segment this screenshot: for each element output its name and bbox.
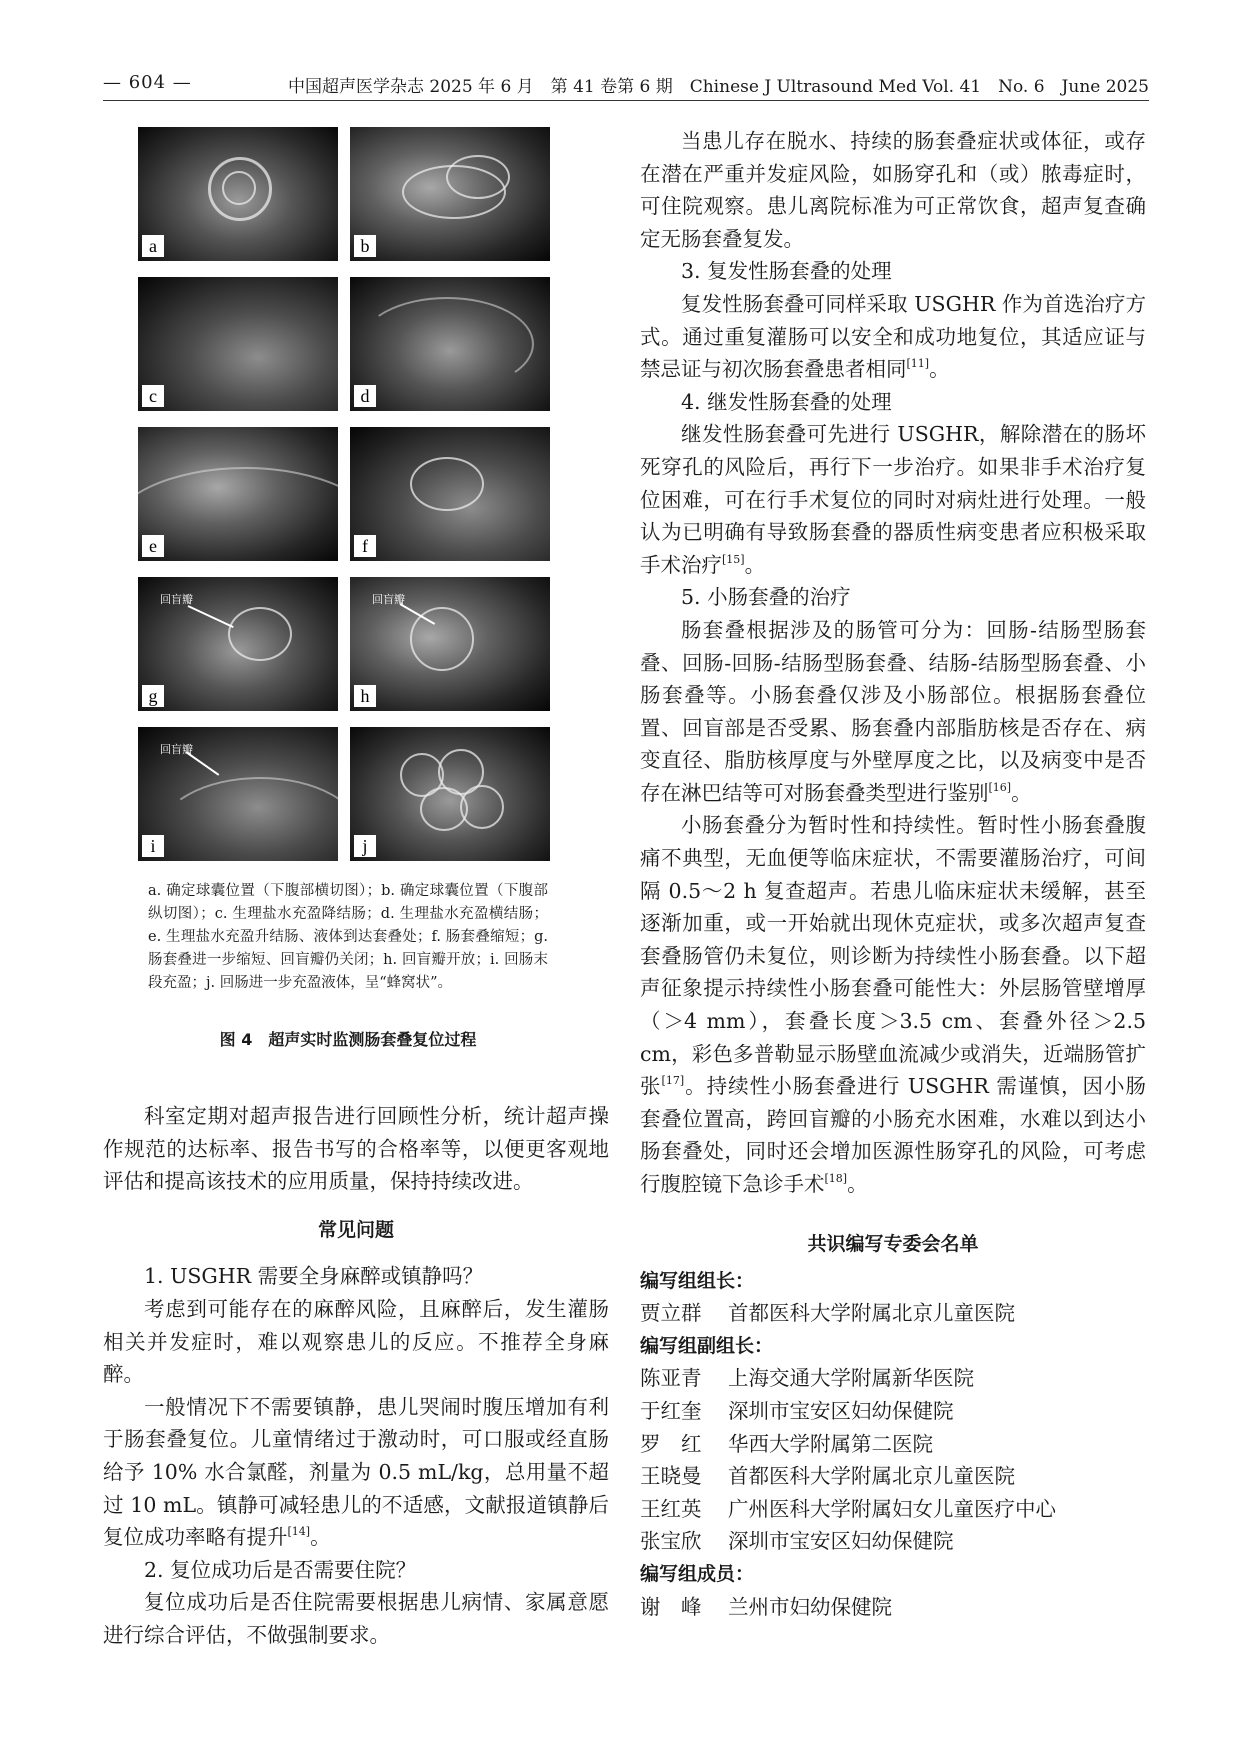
- citation: [14]: [287, 1525, 311, 1539]
- member-org: 广州医科大学附属妇女儿童医疗中心: [728, 1496, 1056, 1521]
- group-label-members: 编写组成员：: [640, 1562, 755, 1585]
- roster-heading: 共识编写专委会名单: [807, 1233, 979, 1255]
- roster-row: [640, 1525, 1146, 1558]
- panel-i: [138, 727, 338, 861]
- paragraph: 考虑到可能存在的麻醉风险，且麻醉后，发生灌肠相关并发症时，难以观察患儿的反应。不推荐全身麻醉。: [103, 1296, 609, 1387]
- text: 。持续性小肠套叠进行 USGHR 需谨慎，因小肠套叠位置高，跨回盲瓣的小肠充水困难，水难以到达小肠套叠处，同时还会增加医源性肠穿孔的风险，可考虑行腹腔镜下急诊手术: [640, 1074, 1147, 1196]
- paragraph: 一般情况下不需要镇静，患儿哭闹时腹压增加有利于肠套叠复位。儿童情绪过于激动时，可口服或经直肠给予 10% 水合氯醛，剂量为 0.5 mL/kg，总用量不超过 10 mL。镇静可减轻患儿的不适感，文献报道镇静后复位成功率略有提升[14]。: [103, 1394, 609, 1550]
- panel-label: d: [354, 385, 376, 407]
- citation: [17]: [661, 1074, 685, 1088]
- roster-row: [640, 1493, 1146, 1526]
- panel-b: [350, 127, 550, 261]
- member-org: 兰州市妇幼保健院: [728, 1594, 892, 1619]
- panel-g: [138, 577, 338, 711]
- intussusception-mass: [410, 457, 484, 511]
- member-org: 华西大学附属第二医院: [728, 1431, 933, 1456]
- roster-row: [640, 1362, 1146, 1395]
- panel-label: i: [142, 835, 164, 857]
- subheading: 5. 小肠套叠的治疗: [681, 585, 851, 610]
- panel-label: h: [354, 685, 376, 707]
- text: 一般情况下不需要镇静，患儿哭闹时腹压增加有利于肠套叠复位。儿童情绪过于激动时，可口服或经直肠给予 10% 水合氯醛，剂量为 0.5 mL/kg，总用量不超过 10 mL。镇静可减轻患儿的不适感，文献报道镇静后复位成功率略有提升: [103, 1394, 609, 1550]
- committee-roster: [640, 1228, 1146, 1623]
- member-org: 首都医科大学附属北京儿童医院: [728, 1464, 1015, 1489]
- roster-row: [640, 1428, 1146, 1461]
- ileocecal-valve: [228, 607, 292, 661]
- header-rule: [103, 100, 1149, 101]
- panel-label: g: [142, 685, 164, 707]
- panel-h: [350, 577, 550, 711]
- bowel-loop: [446, 155, 510, 199]
- figure-caption: a. 确定球囊位置（下腹部横切图）；b. 确定球囊位置（下腹部纵切图）；c. 生理盐水充盈降结肠；d. 生理盐水充盈横结肠；e. 生理盐水充盈升结肠、液体到达套叠处；f. 肠套叠缩短；g. 肠套叠进一步缩短、回盲瓣仍关闭；h. 回盲瓣开放；i. 回肠末段充盈；j. 回肠进一步充盈液体，呈“蜂窝状”。: [148, 883, 548, 991]
- figure-number: 图 4: [219, 1030, 253, 1049]
- roster-row: [640, 1591, 1146, 1624]
- text: 小肠套叠分为暂时性和持续性。暂时性小肠套叠腹痛不典型，无血便等临床症状，不需要灌肠治疗，可间隔 0.5～2 h 复查超声。若患儿临床症状未缓解，甚至逐渐加重，或一开始就出现休克症状，或多次超声复查套叠肠管仍未复位，则诊断为持续性小肠套叠。以下超声征象提示持续性小肠套叠可能性大：外层肠管壁增厚（＞4 mm），套叠长度＞3.5 cm、套叠外径＞2.5 cm，彩色多普勒显示肠壁血流减少或消失，近端肠管扩张: [640, 813, 1146, 1099]
- member-name: 王晓曼: [640, 1464, 702, 1489]
- panel-j: [350, 727, 550, 861]
- panel-label: e: [142, 535, 164, 557]
- question: 2. 复位成功后是否需要住院？: [144, 1557, 417, 1582]
- member-name: 陈亚青: [640, 1366, 702, 1391]
- panel-label: f: [354, 535, 376, 557]
- paragraph: 继发性肠套叠可先进行 USGHR，解除潜在的肠坏死穿孔的风险后，再行下一步治疗。如果非手术治疗复位困难，可在行手术复位的同时对病灶进行处理。一般认为已明确有导致肠套叠的器质性病变患者应积极采取手术治疗[15]。: [640, 422, 1146, 577]
- group-label-deputy: 编写组副组长：: [640, 1334, 774, 1357]
- panel-e: [138, 427, 338, 561]
- figure-title: [103, 1027, 609, 1050]
- paragraph: 肠套叠根据涉及的肠管可分为：回肠-结肠型肠套叠、回肠-回肠-结肠型肠套叠、结肠-结肠型肠套叠、小肠套叠等。小肠套叠仅涉及小肠部位。根据肠套叠位置、回盲部是否受累、肠套叠内部脂肪核是否存在、病变直径、脂肪核厚度与外壁厚度之比，以及病变中是否存在淋巴结等可对肠套叠类型进行鉴别[16]。: [640, 617, 1146, 805]
- roster-row: [640, 1395, 1146, 1428]
- member-name: 王红英: [640, 1496, 702, 1521]
- member-org: 深圳市宝安区妇幼保健院: [728, 1398, 954, 1423]
- subheading: 3. 复发性肠套叠的处理: [681, 259, 892, 284]
- member-name: 张宝欣: [640, 1529, 702, 1554]
- left-column: [103, 1100, 609, 1652]
- figure-title-text: 超声实时监测肠套叠复位过程: [268, 1030, 477, 1049]
- honeycomb-cell: [460, 785, 504, 829]
- question: 1. USGHR 需要全身麻醉或镇静吗？: [144, 1264, 484, 1289]
- paragraph: 复位成功后是否住院需要根据患儿病情、家属意愿进行综合评估，不做强制要求。: [103, 1590, 609, 1647]
- panel-tag: 回盲瓣: [160, 743, 193, 756]
- group-label-leader: 编写组组长：: [640, 1269, 755, 1292]
- paragraph: 复发性肠套叠可同样采取 USGHR 作为首选治疗方式。通过重复灌肠可以安全和成功地复位，其适应证与禁忌证与初次肠套叠患者相同[11]。: [640, 291, 1146, 382]
- balloon-inner-ring: [222, 171, 256, 205]
- panel-label: a: [142, 235, 164, 257]
- right-column: [640, 125, 1146, 1201]
- panel-tag: 回盲瓣: [372, 593, 405, 606]
- roster-row: [640, 1460, 1146, 1493]
- figure-4: [138, 127, 550, 875]
- page-number: — 604 —: [103, 72, 192, 93]
- section-heading-faq: 常见问题: [317, 1218, 394, 1241]
- roster-row: [640, 1297, 1146, 1330]
- paragraph: 当患儿存在脱水、持续的肠套叠症状或体征，或存在潜在严重并发症风险，如肠穿孔和（或）脓毒症时，可住院观察。患儿离院标准为可正常饮食，超声复查确定无肠套叠复发。: [640, 129, 1146, 251]
- paragraph: 小肠套叠分为暂时性和持续性。暂时性小肠套叠腹痛不典型，无血便等临床症状，不需要灌肠治疗，可间隔 0.5～2 h 复查超声。若患儿临床症状未缓解，甚至逐渐加重，或一开始就出现休克症状，或多次超声复查套叠肠管仍未复位，则诊断为持续性小肠套叠。以下超声征象提示持续性小肠套叠可能性大：外层肠管壁增厚（＞4 mm），套叠长度＞3.5 cm、套叠外径＞2.5 cm，彩色多普勒显示肠壁血流减少或消失，近端肠管扩张[17]。持续性小肠套叠进行 USGHR 需谨慎，因小肠套叠位置高，跨回盲瓣的小肠充水困难，水难以到达小肠套叠处，同时还会增加医源性肠穿孔的风险，可考虑行腹腔镜下急诊手术[18]。: [640, 813, 1147, 1196]
- member-org: 首都医科大学附属北京儿童医院: [728, 1301, 1015, 1326]
- panel-tag: 回盲瓣: [160, 593, 193, 606]
- member-name: 贾立群: [640, 1301, 702, 1326]
- panel-label: b: [354, 235, 376, 257]
- running-header: [0, 0, 1241, 120]
- panel-a: [138, 127, 338, 261]
- member-name: 于红奎: [640, 1398, 702, 1423]
- citation: [18]: [824, 1172, 848, 1185]
- panel-label: c: [142, 385, 164, 407]
- member-org: 上海交通大学附属新华医院: [728, 1366, 974, 1391]
- subheading: 4. 继发性肠套叠的处理: [681, 389, 892, 414]
- citation: [16]: [988, 780, 1012, 794]
- panel-label: j: [354, 835, 376, 857]
- panel-d: [350, 277, 550, 411]
- colon-wall-arc: [360, 297, 534, 391]
- panel-c: [138, 277, 338, 411]
- panel-f: [350, 427, 550, 561]
- citation: [15]: [722, 552, 745, 566]
- citation: [11]: [906, 357, 930, 371]
- text: 复发性肠套叠可同样采取 USGHR 作为首选治疗方式。通过重复灌肠可以安全和成功地复位，其适应证与禁忌证与初次肠套叠患者相同: [640, 291, 1146, 382]
- journal-info: 中国超声医学杂志 2025 年 6 月 第 41 卷第 6 期 Chinese J Ultrasound Med Vol. 41 No. 6 June 2025: [287, 77, 1149, 97]
- text: 肠套叠根据涉及的肠管可分为：回肠-结肠型肠套叠、回肠-回肠-结肠型肠套叠、结肠-结肠型肠套叠、小肠套叠等。小肠套叠仅涉及小肠部位。根据肠套叠位置、回盲部是否受累、肠套叠内部脂肪核是否存在、病变直径、脂肪核厚度与外壁厚度之比，以及病变中是否存在淋巴结等可对肠套叠类型进行鉴别: [640, 617, 1146, 805]
- member-name: 谢 峰: [640, 1594, 702, 1619]
- paragraph: 科室定期对超声报告进行回顾性分析，统计超声操作规范的达标率、报告书写的合格率等，以便更客观地评估和提高该技术的应用质量，保持持续改进。: [103, 1104, 609, 1194]
- member-org: 深圳市宝安区妇幼保健院: [728, 1529, 954, 1554]
- member-name: 罗 红: [640, 1431, 702, 1456]
- colon-wall-arc: [138, 467, 338, 561]
- text: 继发性肠套叠可先进行 USGHR，解除潜在的肠坏死穿孔的风险后，再行下一步治疗。如果非手术治疗复位困难，可在行手术复位的同时对病灶进行处理。一般认为已明确有导致肠套叠的器质性病变患者应积极采取手术治疗: [640, 422, 1146, 577]
